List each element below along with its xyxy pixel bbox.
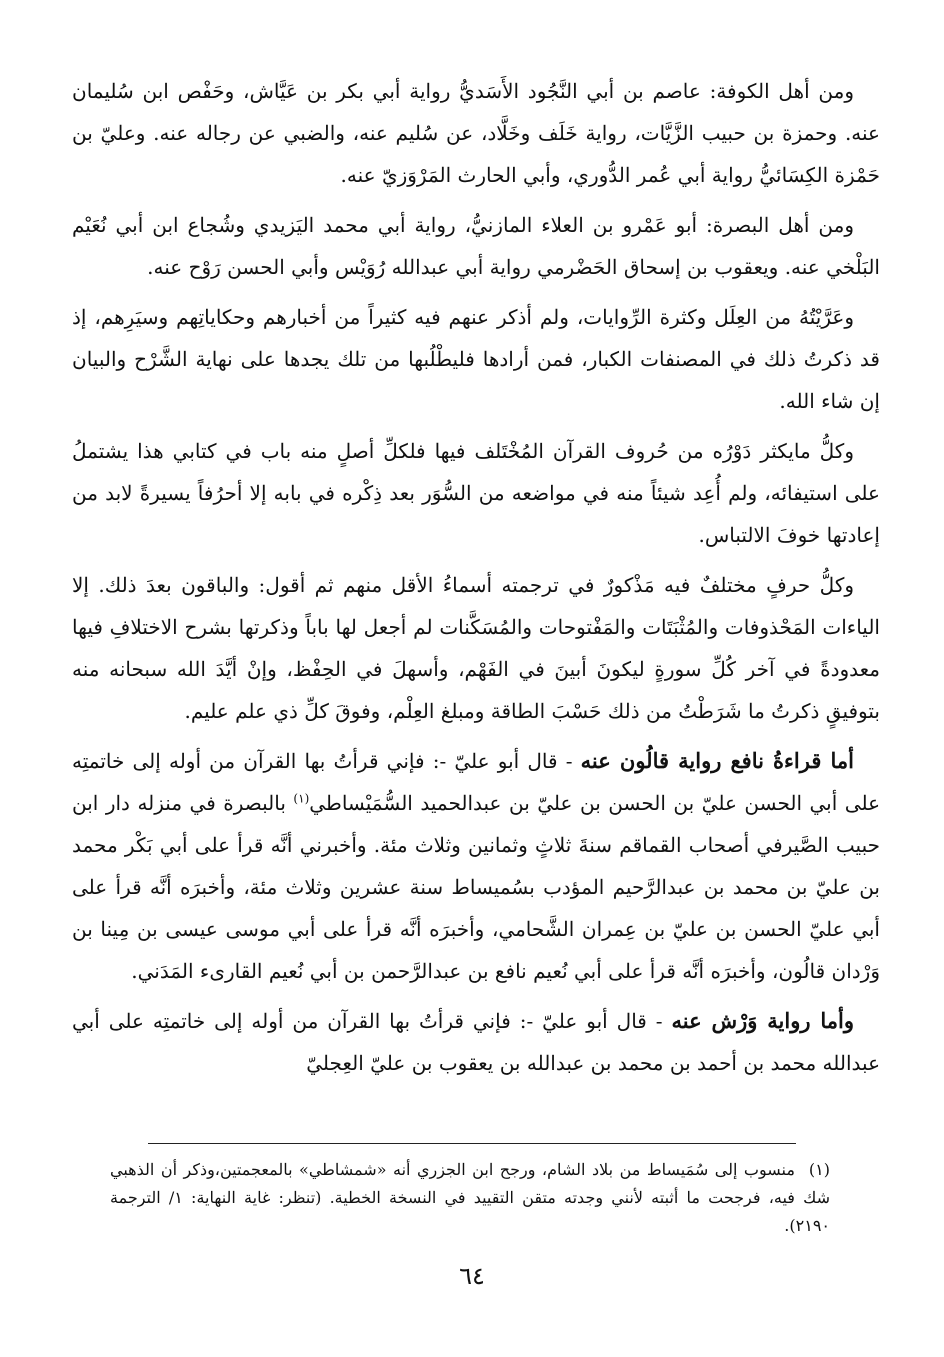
paragraph-basra-readers: ومن أهل البصرة: أبو عَمْرو بن العلاء المازنيُّ، رواية أبي محمد اليَزيدي وشُجاع ابن أبي نُعَيْم البَلْخي عنه. ويعقوب بن إسحاق الحَضْرمي رواية أبي عبدالله رُوَيْس وأبي الحسن رَوْح عنه.	[72, 213, 880, 279]
footnote-text: منسوب إلى سُمَيساط من بلاد الشام، ورجح ابن الجزري أنه «شمشاطي» بالمعجمتين،وذكر أن الذهبي شك فيه، فرجحت ما أثبته لأنني وجدته متقن التقييد في النسخة الخطية. (تنظر: غاية النهاية: ١/ الترجمة ٢١٩٠).	[110, 1160, 831, 1235]
main-text	[72, 70, 880, 1092]
footnote-divider	[148, 1143, 796, 1144]
page-number: ٦٤	[459, 1262, 485, 1290]
paragraph-nafi-qalun	[72, 740, 880, 992]
paragraph-text-continued: بالبصرة في منزله دار ابن حبيب الصَّيرفي أصحاب القماقم سنةَ ثلاثٍ وثمانين وثلاث مئة. وأخبرني أنَّه قرأ على أبي بَكْر محمد بن عليّ بن محمد بن عبدالرَّحيم المؤدب بسُميساط سنة عشرين وثلاث مئة، وأخبرَه أنَّه قرأ على أبي عليّ الحسن بن عليّ بن عِمران الشَّحامي، وأخبرَه أنَّه قرأ على أبي موسى عيسى بن مِينا بن وَرْدان قالُون، وأخبرَه أنَّه قرأ على أبي نُعيم نافع بن عبدالرَّحمن بن أبي نُعيم القارىء المَدَني.	[72, 791, 880, 983]
footnote-item	[110, 1156, 830, 1240]
footnotes	[110, 1156, 830, 1240]
section-heading-nafi-qalun: أما قراءةُ نافع رواية قالُون عنه	[580, 748, 854, 773]
footnote-number: (١)	[808, 1160, 830, 1179]
paragraph-text: - قال أبو عليّ -: فإني قرأتُ بها القرآن من أوله إلى خاتمتِه على أبي عبدالله محمد بن أحمد بن محمد بن عبدالله بن يعقوب بن عليّ العِجليّ	[72, 1009, 880, 1075]
paragraph-recurring-letters: وكلُّ مايكثر دَوْرُه من حُروف القرآن المُخْتَلف فيها فلكلِّ أصلٍ منه باب في كتابي هذا يشتملُ على استيفائه، ولم أُعِد شيئاً منه في مواضعه من السُّوَر بعد ذِكْره في بابه إلا أحرُفاً يسيرةً لابد من إعادتها خوفَ الالتباس.	[72, 439, 880, 547]
paragraph-warsh	[72, 1000, 880, 1084]
paragraph-kufa-readers: ومن أهل الكوفة: عاصم بن أبي النَّجُود الأَسَديُّ رواية أبي بكر بن عَيَّاش، وحَفْص ابن سُليمان عنه. وحمزة بن حبيب الزَّيَّات، رواية خَلَف وخَلَّاد، عن سُليم عنه، والضبي عن رجاله عنه. وعليّ بن حَمْزة الكِسَائيُّ رواية أبي عُمر الدُّوري، وأبي الحارث المَرْوَزيّ عنه.	[72, 79, 880, 187]
footnote-reference[interactable]: (١)	[293, 791, 310, 806]
section-heading-warsh: وأما رواية وَرْش عنه	[671, 1008, 854, 1033]
paragraph-method-note: وعَرَّيْتُهُ من العِلَل وكثرة الرِّوايات، ولم أذكر عنهم فيه كثيراً من أخبارهم وحكاياتِهم وسيَرِهم، إذ قد ذكرتُ ذلك في المصنفات الكبار، فمن أرادها فليطْلُبها من تلك يجدها على نهاية الشَّرْح والبيان إن شاء الله.	[72, 305, 880, 413]
paragraph-text: - قال أبو عليّ -: فإني قرأتُ بها القرآن من أوله إلى خاتمتِه على أبي الحسن عليّ بن الحسن بن عليّ بن عبدالحميد السُّمَيْساطي	[72, 749, 881, 815]
paragraph-differences: وكلُّ حرفٍ مختلفٌ فيه مَذْكورٌ في ترجمته أسماءُ الأقل منهم ثم أقول: والباقون بعدَ ذلك. إلا الياءات المَحْذوفات والمُثْبَتَات والمَفْتوحات والمُسَكَّنات لم أجعل لها باباً وذكرتها بشرح الاختلافِ فيها معدودةً في آخر كُلِّ سورةٍ ليكونَ أبينَ في الفَهْم، وأسهلَ في الحِفْظ، وإنْ أيَّدَ الله سبحانه منه بتوفيقٍ ذكرتُ ما شَرَطْتُ من ذلك حَسْبَ الطاقة ومبلغ العِلْم، وفوقَ كلِّ ذي علم عليم.	[72, 573, 880, 723]
